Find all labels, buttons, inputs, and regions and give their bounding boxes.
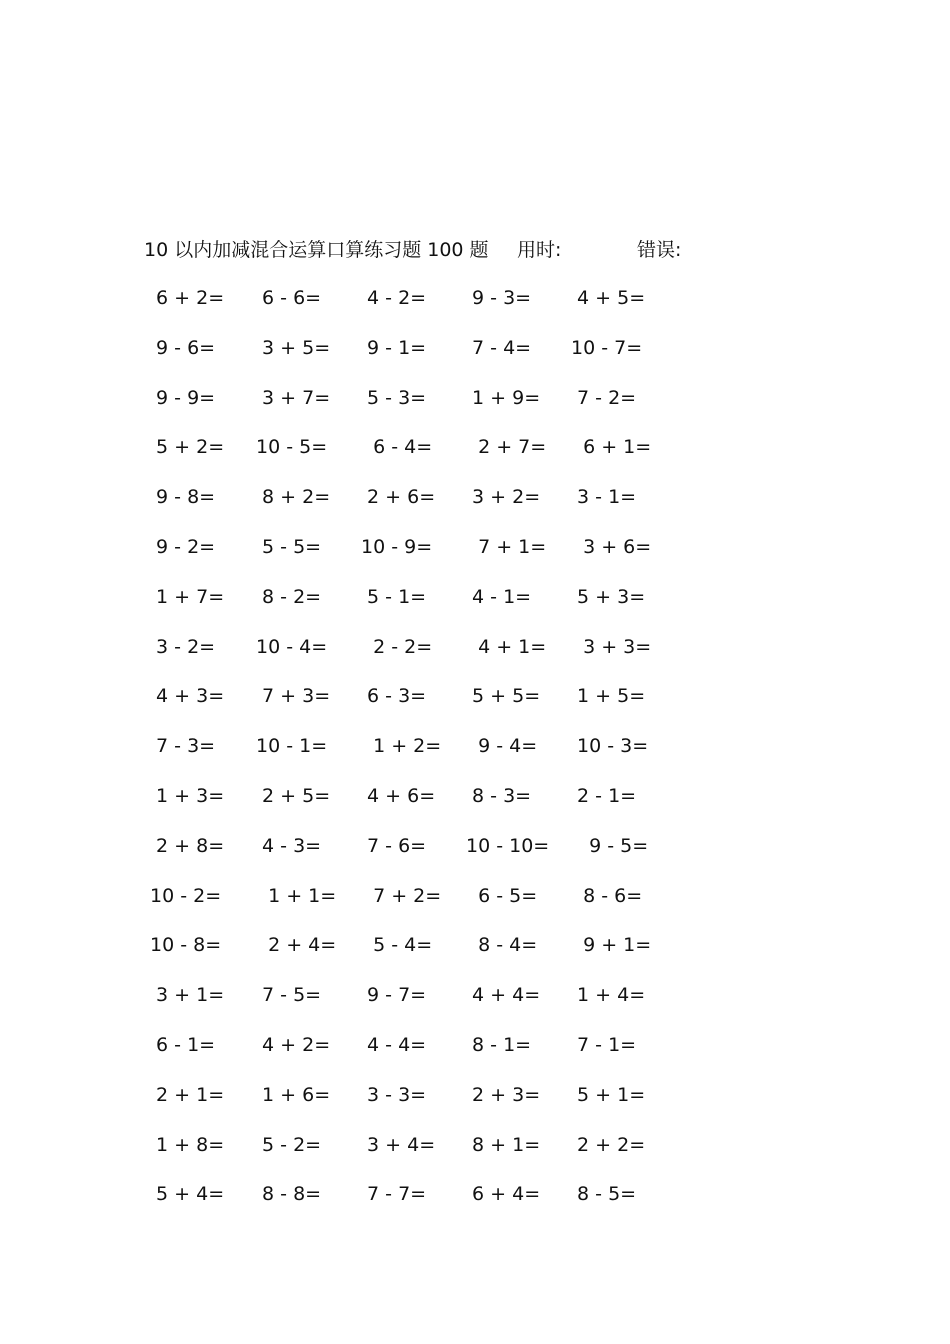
arithmetic-problem: 7 + 2=: [361, 884, 442, 907]
error-count-label: 错误:: [637, 239, 682, 261]
arithmetic-problem: 4 + 1=: [466, 635, 547, 658]
arithmetic-problem: 7 - 5=: [256, 984, 322, 1007]
arithmetic-problem: 8 - 3=: [466, 784, 532, 807]
arithmetic-problem: 3 + 6=: [571, 535, 652, 558]
problem-row: [150, 682, 690, 732]
arithmetic-problem: 10 - 1=: [256, 735, 328, 758]
arithmetic-problem: 9 - 9=: [150, 386, 216, 409]
arithmetic-problem: 3 + 3=: [571, 635, 652, 658]
problem-row: [150, 832, 690, 882]
problem-row: [150, 1180, 690, 1230]
problem-row: [150, 384, 690, 434]
arithmetic-problem: 5 + 3=: [571, 585, 646, 608]
arithmetic-problem: 8 + 2=: [256, 486, 331, 509]
problem-row: [150, 633, 690, 683]
arithmetic-problem: 5 - 5=: [256, 535, 322, 558]
arithmetic-problem: 8 - 5=: [571, 1183, 637, 1206]
arithmetic-problem: 8 - 4=: [466, 934, 538, 957]
arithmetic-problem: 9 - 3=: [466, 287, 532, 309]
arithmetic-problem: 6 + 2=: [150, 287, 225, 309]
arithmetic-problem: 5 - 3=: [361, 386, 427, 409]
arithmetic-problem: 7 - 3=: [150, 735, 216, 758]
arithmetic-problem: 3 - 1=: [571, 486, 637, 509]
problem-row: [150, 981, 690, 1031]
arithmetic-problem: 5 + 1=: [571, 1083, 646, 1106]
arithmetic-problem: 4 - 2=: [361, 287, 427, 309]
problem-row: [150, 533, 690, 583]
arithmetic-problem: 1 + 7=: [150, 585, 225, 608]
arithmetic-problem: 4 + 3=: [150, 685, 225, 708]
arithmetic-problem: 1 + 6=: [256, 1083, 331, 1106]
arithmetic-problem: 6 - 6=: [256, 287, 322, 309]
arithmetic-problem: 8 - 1=: [466, 1033, 532, 1056]
problem-row: [150, 284, 690, 334]
arithmetic-problem: 3 + 2=: [466, 486, 541, 509]
arithmetic-problem: 6 - 1=: [150, 1033, 216, 1056]
arithmetic-problem: 8 - 6=: [571, 884, 643, 907]
arithmetic-problem: 4 + 2=: [256, 1033, 331, 1056]
problem-row: [150, 732, 690, 782]
arithmetic-problem: 2 + 6=: [361, 486, 436, 509]
arithmetic-problem: 1 + 4=: [571, 984, 646, 1007]
arithmetic-problem: 7 - 4=: [466, 336, 532, 359]
arithmetic-problem: 4 - 1=: [466, 585, 532, 608]
arithmetic-problem: 2 + 2=: [571, 1133, 646, 1156]
arithmetic-problem: 4 + 5=: [571, 287, 646, 309]
arithmetic-problem: 9 - 5=: [571, 834, 649, 857]
arithmetic-problem: 6 - 3=: [361, 685, 427, 708]
worksheet-title: 10 以内加减混合运算口算练习题 100 题: [144, 239, 489, 261]
arithmetic-problem: 2 + 3=: [466, 1083, 541, 1106]
problem-row: [150, 583, 690, 633]
arithmetic-problem: 3 + 5=: [256, 336, 331, 359]
arithmetic-problem: 2 + 7=: [466, 436, 547, 459]
arithmetic-problem: 3 - 3=: [361, 1083, 427, 1106]
arithmetic-problem: 7 - 2=: [571, 386, 637, 409]
arithmetic-problem: 4 + 4=: [466, 984, 541, 1007]
arithmetic-problem: 7 - 7=: [361, 1183, 427, 1206]
problem-grid: [150, 284, 690, 1230]
arithmetic-problem: 5 - 1=: [361, 585, 427, 608]
arithmetic-problem: 10 - 5=: [256, 436, 328, 459]
arithmetic-problem: 6 + 1=: [571, 436, 652, 459]
arithmetic-problem: 3 + 4=: [361, 1133, 436, 1156]
arithmetic-problem: 9 + 1=: [571, 934, 652, 957]
arithmetic-problem: 9 - 1=: [361, 336, 427, 359]
problem-row: [150, 1131, 690, 1181]
arithmetic-problem: 6 + 4=: [466, 1183, 541, 1206]
arithmetic-problem: 2 + 1=: [150, 1083, 225, 1106]
arithmetic-problem: 10 - 7=: [571, 336, 643, 359]
arithmetic-problem: 2 + 4=: [256, 934, 337, 957]
arithmetic-problem: 9 - 8=: [150, 486, 216, 509]
problem-row: [150, 882, 690, 932]
arithmetic-problem: 2 + 8=: [150, 834, 225, 857]
arithmetic-problem: 9 - 2=: [150, 535, 216, 558]
arithmetic-problem: 9 - 4=: [466, 735, 538, 758]
arithmetic-problem: 2 - 2=: [361, 635, 433, 658]
arithmetic-problem: 5 - 2=: [256, 1133, 322, 1156]
arithmetic-problem: 10 - 9=: [361, 535, 433, 558]
arithmetic-problem: 1 + 5=: [571, 685, 646, 708]
arithmetic-problem: 5 + 2=: [150, 436, 225, 459]
arithmetic-problem: 4 - 3=: [256, 834, 322, 857]
arithmetic-problem: 5 + 4=: [150, 1183, 225, 1206]
arithmetic-problem: 7 + 1=: [466, 535, 547, 558]
arithmetic-problem: 7 - 1=: [571, 1033, 637, 1056]
arithmetic-problem: 1 + 2=: [361, 735, 442, 758]
arithmetic-problem: 3 + 7=: [256, 386, 331, 409]
arithmetic-problem: 1 + 9=: [466, 386, 541, 409]
arithmetic-problem: 1 + 8=: [150, 1133, 225, 1156]
arithmetic-problem: 6 - 4=: [361, 436, 433, 459]
arithmetic-problem: 8 + 1=: [466, 1133, 541, 1156]
problem-row: [150, 433, 690, 483]
arithmetic-problem: 1 + 1=: [256, 884, 337, 907]
arithmetic-problem: 1 + 3=: [150, 784, 225, 807]
problem-row: [150, 931, 690, 981]
problem-row: [150, 1031, 690, 1081]
arithmetic-problem: 7 + 3=: [256, 685, 331, 708]
arithmetic-problem: 8 - 2=: [256, 585, 322, 608]
problem-row: [150, 1081, 690, 1131]
arithmetic-problem: 9 - 7=: [361, 984, 427, 1007]
arithmetic-problem: 4 + 6=: [361, 784, 436, 807]
arithmetic-problem: 10 - 2=: [150, 884, 222, 907]
arithmetic-problem: 10 - 8=: [150, 934, 222, 957]
problem-row: [150, 483, 690, 533]
arithmetic-problem: 5 - 4=: [361, 934, 433, 957]
arithmetic-problem: 9 - 6=: [150, 336, 216, 359]
arithmetic-problem: 2 + 5=: [256, 784, 331, 807]
arithmetic-problem: 7 - 6=: [361, 834, 427, 857]
arithmetic-problem: 6 - 5=: [466, 884, 538, 907]
problem-row: [150, 334, 690, 384]
arithmetic-problem: 5 + 5=: [466, 685, 541, 708]
arithmetic-problem: 10 - 3=: [571, 735, 649, 758]
problem-row: [150, 782, 690, 832]
arithmetic-problem: 10 - 4=: [256, 635, 328, 658]
arithmetic-problem: 10 - 10=: [466, 834, 550, 857]
time-used-label: 用时:: [517, 239, 562, 261]
arithmetic-problem: 4 - 4=: [361, 1033, 427, 1056]
arithmetic-problem: 8 - 8=: [256, 1183, 322, 1206]
arithmetic-problem: 3 + 1=: [150, 984, 225, 1007]
arithmetic-problem: 2 - 1=: [571, 784, 637, 807]
arithmetic-problem: 3 - 2=: [150, 635, 216, 658]
